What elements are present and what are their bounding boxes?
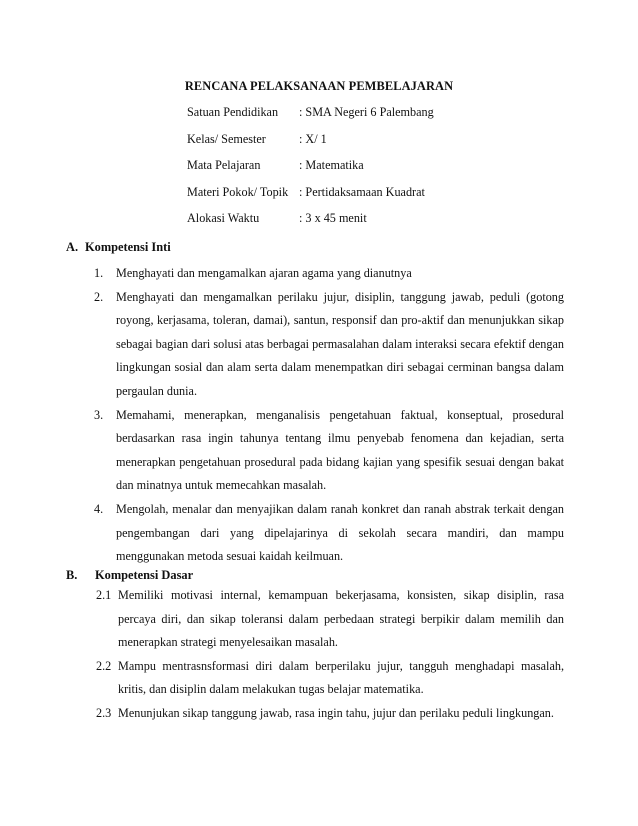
identity-label: Materi Pokok/ Topik	[187, 184, 289, 199]
identity-label: Kelas/ Semester	[187, 131, 266, 146]
list-item	[94, 404, 564, 498]
list-item-number: 1.	[94, 266, 104, 280]
identity-row	[187, 105, 434, 132]
list-item	[94, 262, 564, 286]
section-a-letter: A.	[66, 240, 79, 254]
identity-value: : X/ 1	[299, 131, 327, 146]
document-title: RENCANA PELAKSANAAN PEMBELAJARAN	[184, 79, 454, 93]
list-item	[96, 655, 564, 702]
list-item-text: Mengolah, menalar dan menyajikan dalam ranah konkret dan ranah abstrak terkait dengan pengembangan dari yang dipelajarinya di sekolah secara mandiri, dan mampu menggunakan metoda sesuai kaidah keilmuan.	[116, 501, 564, 564]
kompetensi-inti-list	[94, 262, 564, 569]
identity-label: Satuan Pendidikan	[187, 105, 279, 119]
identity-value: : 3 x 45 menit	[299, 211, 367, 225]
list-item-number: 2.3	[96, 705, 112, 720]
identity-row	[187, 185, 434, 212]
section-b-title: Kompetensi Dasar	[95, 568, 194, 582]
list-item-text: Memahami, menerapkan, menganalisis pengetahuan faktual, konseptual, prosedural berdasarkan rasa ingin tahunya tentang ilmu penyebab fenomena dan kejadian, serta menerapkan pengetahuan prosedural pada bidang kajian yang spesifik sesuai dengan bakat dan minatnya untuk memecahkan masalah.	[116, 407, 564, 493]
identity-row	[187, 132, 434, 159]
list-item	[96, 702, 564, 726]
list-item-number: 4.	[94, 501, 104, 516]
list-item-number: 3.	[94, 407, 104, 422]
list-item-number: 2.	[94, 289, 104, 304]
section-b-letter: B.	[66, 568, 78, 582]
list-item	[94, 498, 564, 569]
identity-value: : Matematika	[299, 158, 364, 172]
identity-table	[187, 105, 434, 238]
list-item	[94, 286, 564, 404]
identity-value: : SMA Negeri 6 Palembang	[299, 105, 434, 119]
identity-label: Alokasi Waktu	[187, 211, 260, 225]
list-item-number: 2.1	[96, 588, 112, 602]
list-item-text: Menghayati dan mengamalkan perilaku jujur, disiplin, tanggung jawab, peduli (gotong royong, kerjasama, toleran, damai), santun, responsif dan pro-aktif dan menunjukkan sikap sebagai bagian dari solusi atas berbagai permasalahan dalam interaksi secara efektif dengan lingkungan sosial dan alam serta dalam menempatkan diri sebagai cerminan bangsa dalam pergaulan dunia.	[116, 289, 564, 398]
identity-row	[187, 158, 434, 185]
list-item-number: 2.2	[96, 658, 112, 673]
section-b-heading	[66, 568, 193, 583]
identity-row	[187, 211, 434, 238]
identity-label: Mata Pelajaran	[187, 158, 261, 172]
identity-value: : Pertidaksamaan Kuadrat	[299, 184, 425, 199]
list-item	[96, 584, 564, 655]
list-item-text: Menghayati dan mengamalkan ajaran agama yang dianutnya	[116, 266, 412, 280]
list-item-text: Memiliki motivasi internal, kemampuan bekerjasama, konsisten, sikap disiplin, rasa percaya diri, dan sikap toleransi dalam perbedaan strategi berpikir dalam memilih dan menerapkan strategi menyelesaikan masalah.	[118, 588, 564, 650]
section-a-title: Kompetensi Inti	[85, 240, 171, 254]
kompetensi-dasar-list	[96, 584, 564, 726]
section-a-heading	[66, 240, 171, 255]
list-item-text: Menunjukan sikap tanggung jawab, rasa ingin tahu, jujur dan perilaku peduli lingkungan.	[118, 705, 554, 720]
list-item-text: Mampu mentrasnsformasi diri dalam berperilaku jujur, tangguh menghadapi masalah, kritis, dan disiplin dalam melakukan tugas belajar matematika.	[118, 658, 564, 697]
